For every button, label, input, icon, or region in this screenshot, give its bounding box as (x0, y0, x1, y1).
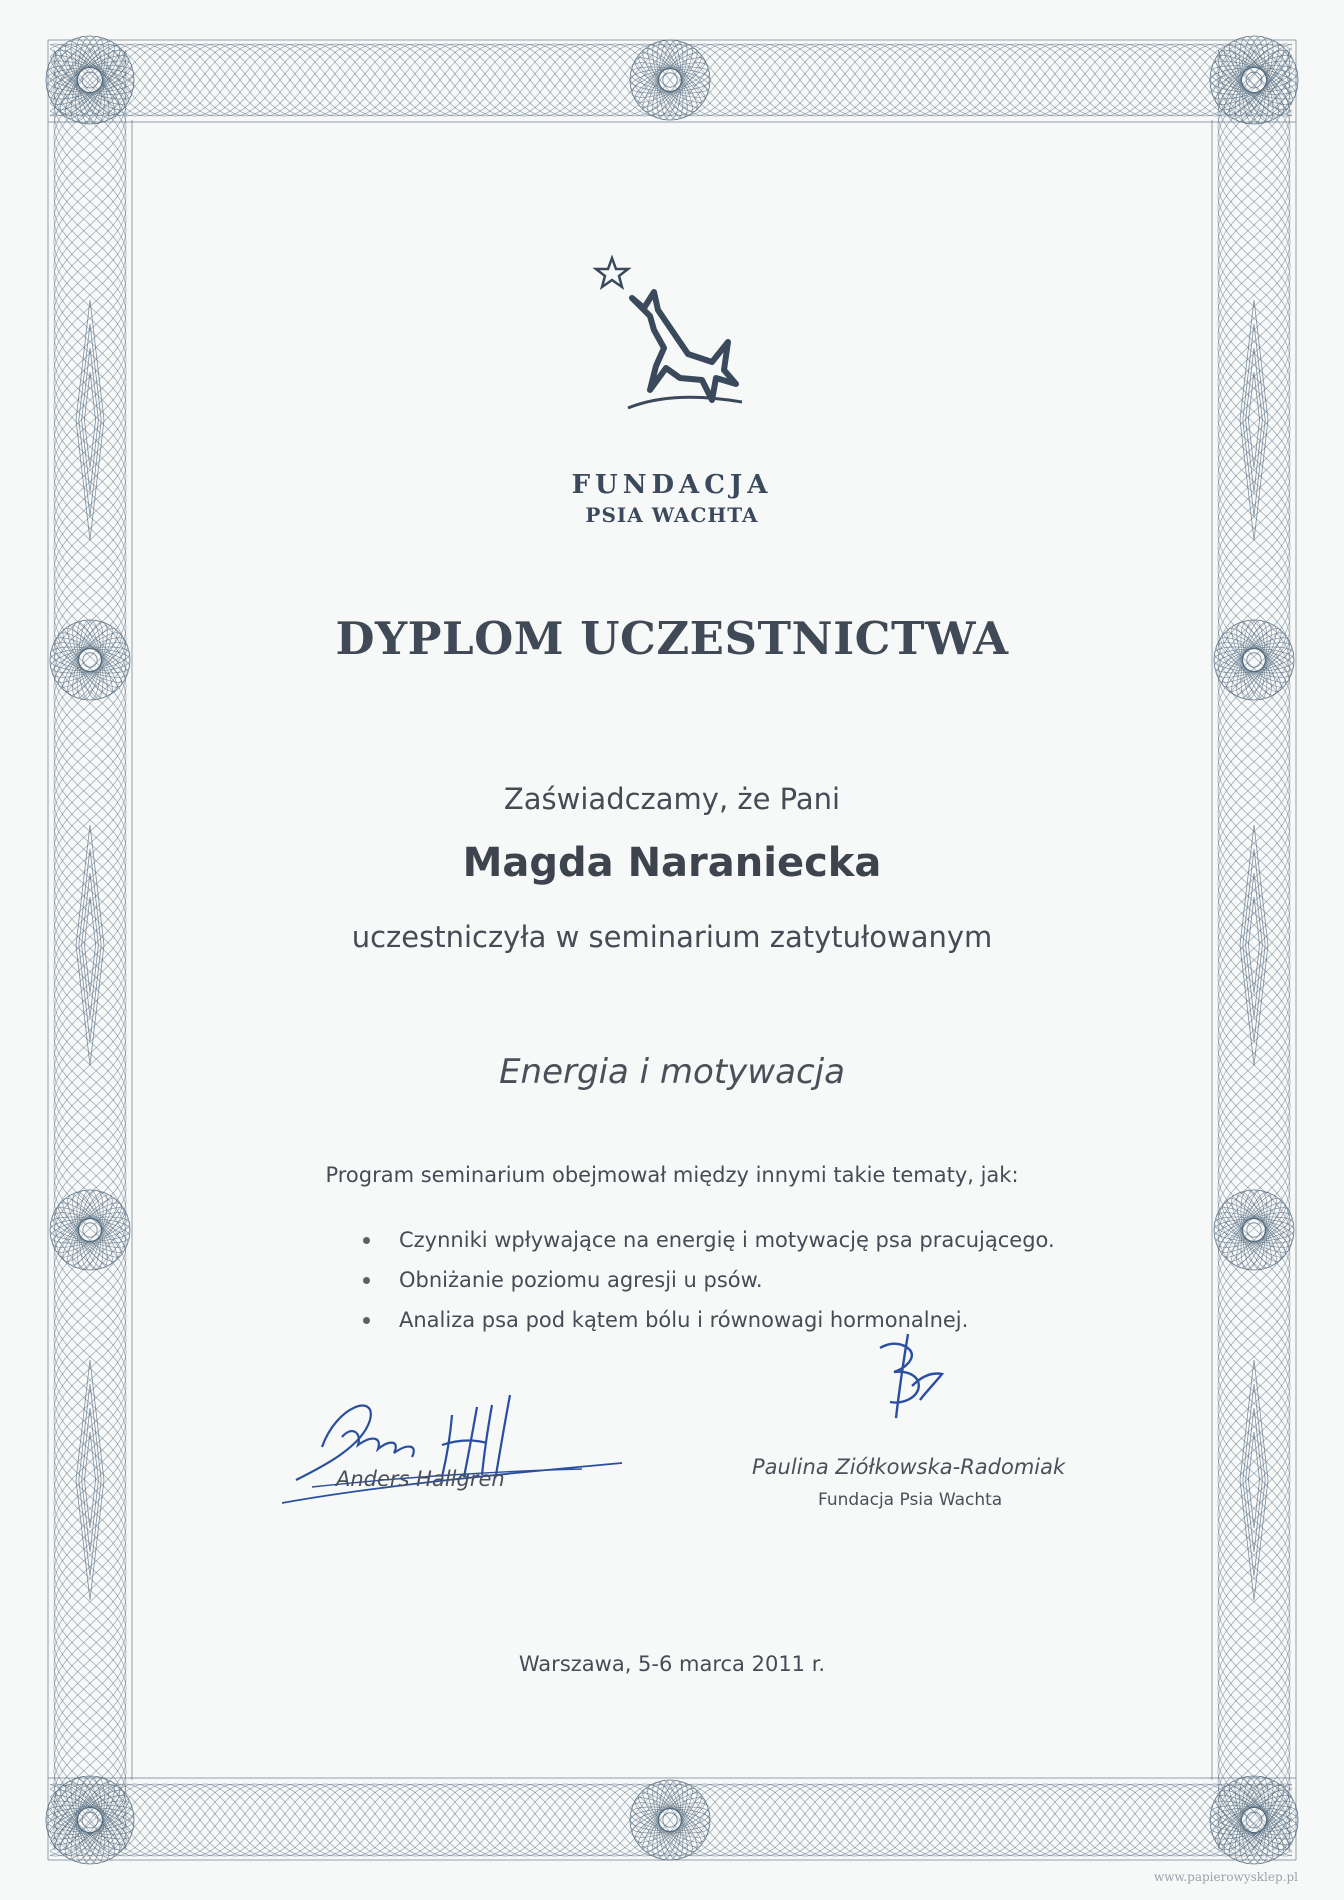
certification-text: Zaświadczamy, że Pani (503, 782, 841, 816)
topic-item: Czynniki wpływające na energię i motywację psa pracującego. (355, 1228, 1055, 1268)
recipient-name: Magda Naraniecka (462, 840, 882, 886)
organization-name-line2: PSIA WACHTA (585, 503, 759, 527)
diploma-title: DYPLOM UCZESTNICTWA (335, 612, 1009, 665)
place-and-date: Warszawa, 5-6 marca 2011 r. (518, 1652, 826, 1676)
dog-and-star-logo-icon (592, 250, 752, 410)
topic-item: Obniżanie poziomu agresji u psów. (355, 1268, 1055, 1308)
left-signatory-name: Anders Hallgren (336, 1467, 505, 1491)
right-signatory-name: Paulina Ziółkowska-Radomiak (752, 1455, 1066, 1479)
organization-name-line1: FUNDACJA (571, 470, 773, 500)
printer-url: www.papierowysklep.pl (1153, 1870, 1298, 1884)
participation-text: uczestniczyła w seminarium zatytułowanym (351, 920, 993, 954)
right-signature-mark (860, 1328, 960, 1438)
topic-item: Analiza psa pod kątem bólu i równowagi hormonalnej. (355, 1308, 1055, 1348)
seminar-title: Energia i motywacja (499, 1052, 845, 1092)
left-signature-mark (282, 1385, 632, 1520)
program-intro: Program seminarium obejmował między innymi takie tematy, jak: (325, 1163, 1019, 1187)
right-signatory-organization: Fundacja Psia Wachta (818, 1490, 1003, 1510)
